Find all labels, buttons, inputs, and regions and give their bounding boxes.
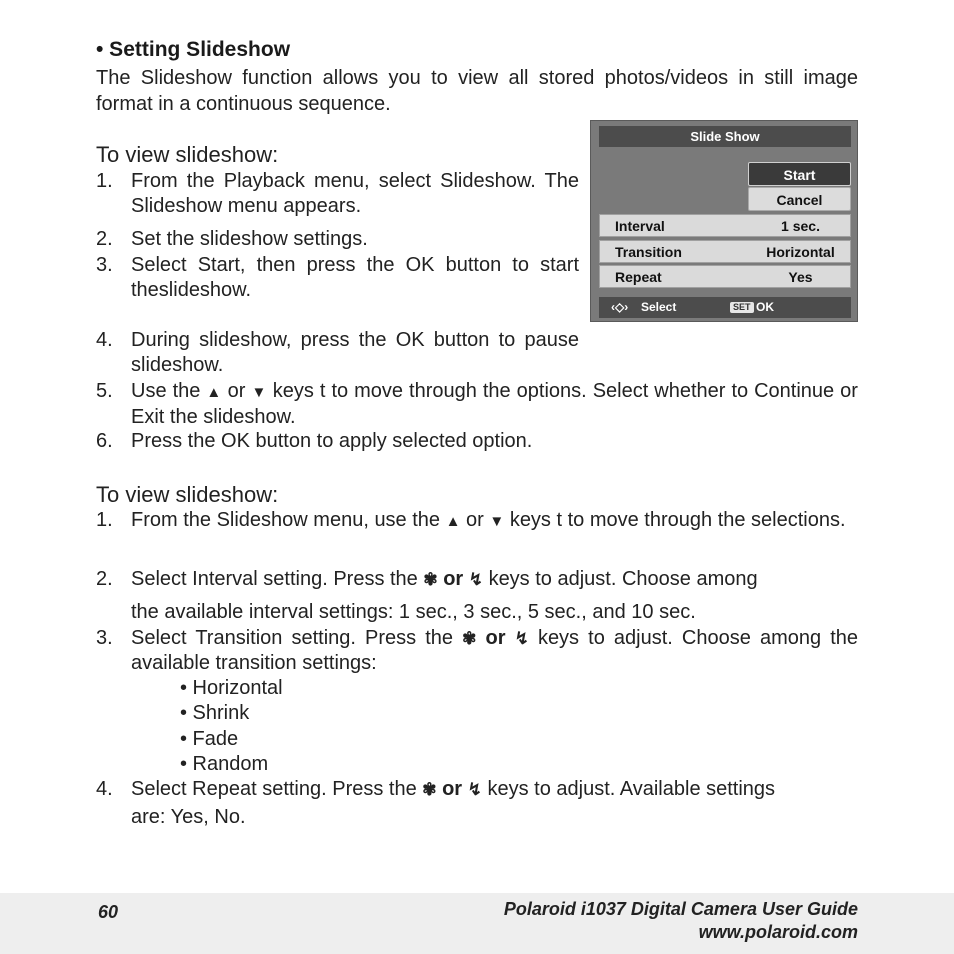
- step-number: 2.: [96, 228, 113, 250]
- page-footer: [0, 893, 954, 954]
- row-label: Interval: [615, 218, 665, 234]
- step-number: 3.: [96, 254, 113, 276]
- step-text-line2: are: Yes, No.: [131, 806, 246, 828]
- step-text: Use the ▲ or ▼ keys t to move through the options. Select whether to Continue or Exit the slideshow.: [131, 380, 858, 428]
- row-label: Repeat: [615, 269, 662, 285]
- guide-info: [504, 898, 858, 944]
- step-text: Press the OK button to apply selected option.: [131, 430, 533, 452]
- bullet-shrink: • Shrink: [180, 702, 250, 724]
- step-number: 1.: [96, 170, 113, 192]
- page-number: 60: [98, 902, 119, 922]
- macro-icon: ✾: [423, 570, 438, 589]
- screen-row-transition: [599, 240, 851, 263]
- screen-row-interval: [599, 214, 851, 237]
- step-number: 2.: [96, 568, 113, 590]
- row-label: Transition: [615, 244, 682, 260]
- step-number: 6.: [96, 430, 113, 452]
- bullet-random: • Random: [180, 753, 269, 775]
- step-text: Set the slideshow settings.: [131, 228, 368, 250]
- screen-title: Slide Show: [599, 126, 851, 147]
- down-arrow-icon: ▼: [251, 384, 267, 401]
- flash-icon: ↯: [514, 629, 529, 648]
- nav-arrows-icon: ‹◇›: [611, 300, 629, 314]
- step-text: Select Transition setting. Press the ✾ or ↯ keys to adjust. Choose among the available transition settings:: [131, 627, 858, 674]
- subheading-2: To view slideshow:: [96, 482, 279, 507]
- flash-icon: ↯: [468, 570, 483, 589]
- subheading-1: To view slideshow:: [96, 142, 279, 167]
- guide-url: www.polaroid.com: [698, 922, 858, 942]
- up-arrow-icon: ▲: [206, 384, 222, 401]
- row-value: 1 sec.: [781, 218, 820, 234]
- cancel-button: Cancel: [748, 187, 851, 211]
- down-arrow-icon: ▼: [489, 513, 505, 530]
- step-text: From the Playback menu, select Slideshow. The Slideshow menu appears.: [131, 170, 579, 217]
- step-text: Select Repeat setting. Press the ✾ or ↯ keys to adjust. Available settings: [131, 778, 776, 800]
- bullet-horizontal: • Horizontal: [180, 677, 283, 699]
- step-text-line2: the available interval settings: 1 sec., 3 sec., 5 sec., and 10 sec.: [131, 601, 696, 623]
- bullet-fade: • Fade: [180, 728, 239, 750]
- step-text: During slideshow, press the OK button to pause slideshow.: [131, 329, 579, 376]
- camera-screen: [590, 120, 858, 322]
- guide-title: Polaroid i1037 Digital Camera User Guide: [503, 899, 858, 919]
- screen-row-repeat: [599, 265, 851, 288]
- row-value: Yes: [788, 269, 813, 285]
- step-text: Select Start, then press the OK button to start theslideshow.: [131, 254, 579, 301]
- section-heading: • Setting Slideshow: [96, 38, 291, 61]
- macro-icon: ✾: [422, 780, 437, 799]
- step-number: 4.: [96, 778, 113, 800]
- step-number: 3.: [96, 627, 113, 649]
- flash-icon: ↯: [467, 780, 482, 799]
- step-number: 1.: [96, 509, 113, 531]
- macro-icon: ✾: [462, 629, 477, 648]
- row-value: Horizontal: [766, 244, 835, 260]
- up-arrow-icon: ▲: [445, 513, 461, 530]
- select-hint: Select: [641, 300, 677, 314]
- screen-footer: [599, 297, 851, 318]
- step-number: 4.: [96, 329, 113, 351]
- set-button-icon: SET: [730, 302, 754, 313]
- step-number: 5.: [96, 380, 113, 402]
- start-button: Start: [748, 162, 851, 186]
- ok-hint: OK: [756, 300, 774, 314]
- step-text: From the Slideshow menu, use the ▲ or ▼ keys t to move through the selections.: [131, 509, 846, 531]
- step-text: Select Interval setting. Press the ✾ or ↯ keys to adjust. Choose among: [131, 568, 758, 590]
- intro-paragraph: The Slideshow function allows you to view all stored photos/videos in still image format in a continuous sequence.: [96, 67, 858, 115]
